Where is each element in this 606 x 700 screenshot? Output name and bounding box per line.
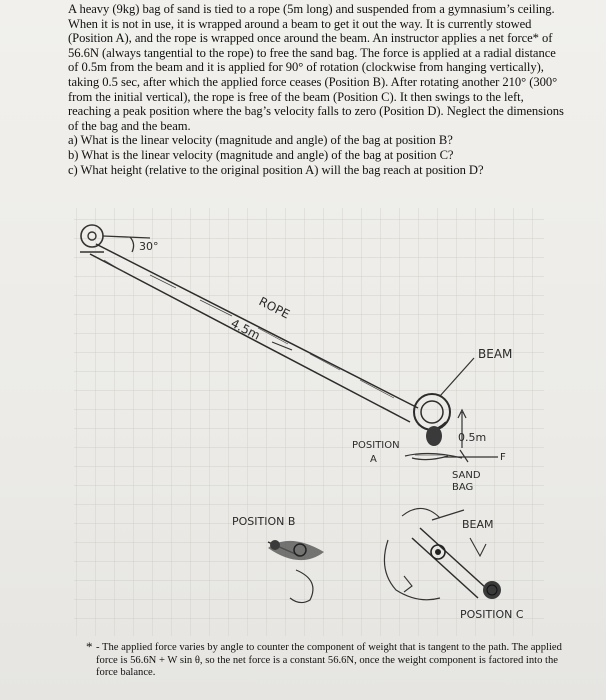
radius-label: 0.5m — [458, 431, 487, 444]
rope-length-label: 4.5m — [228, 316, 263, 343]
position-a-label-line2: A — [370, 454, 377, 465]
rope-label: ROPE — [256, 294, 293, 322]
sandbag-label-line2: BAG — [452, 482, 474, 493]
angle-label: 30° — [139, 240, 159, 253]
position-a-label-line1: POSITION — [352, 440, 400, 451]
beam-label-c: BEAM — [462, 518, 494, 531]
problem-paragraph: A heavy (9kg) bag of sand is tied to a rope (5m long) and suspended from a gymnasium’s ceiling. When it is not in use, it is wrapped around a beam to get it out the way. It is currently stowed (Position A), and the rope is wrapped once around the beam. An instructor applies a net force* of 56.6N (always tangential to the rope) to free the sand bag. The force is applied at a radial distance of 0.5m from the beam and it is applied for 90° of rotation (clockwise from hanging vertically), taking 0.5 sec, after which the applied force ceases (Position B). After rotating another 210° (300° from the initial vertical), the rope is free of the beam (Position C). It then swings to the left, reaching a peak position where the bag’s velocity falls to zero (Position D). Neglect the dimensions of the bag and the beam. — [68, 2, 564, 133]
hand-drawn-figure — [0, 200, 606, 640]
force-label: F — [500, 452, 506, 463]
question-a: a) What is the linear velocity (magnitude and angle) of the bag at position B? — [68, 133, 453, 148]
question-b: b) What is the linear velocity (magnitude and angle) of the bag at position C? — [68, 147, 454, 162]
question-c: c) What height (relative to the original position A) will the bag reach at position D? — [68, 162, 484, 177]
position-c-label: POSITION C — [460, 608, 524, 621]
graph-paper-grid — [74, 208, 544, 636]
position-b-label: POSITION B — [232, 515, 296, 528]
beam-label-top: BEAM — [478, 347, 513, 361]
footnote-asterisk: * — [86, 639, 93, 654]
problem-statement — [68, 2, 568, 177]
footnote — [86, 639, 576, 680]
footnote-text: - The applied force varies by angle to counter the component of weight that is tangent to the path. The applied force is 56.6N + W sin θ, so the net force is a constant 56.6N, once the weight component is factored into the force balance. — [96, 642, 562, 679]
sandbag-label-line1: SAND — [452, 470, 481, 481]
